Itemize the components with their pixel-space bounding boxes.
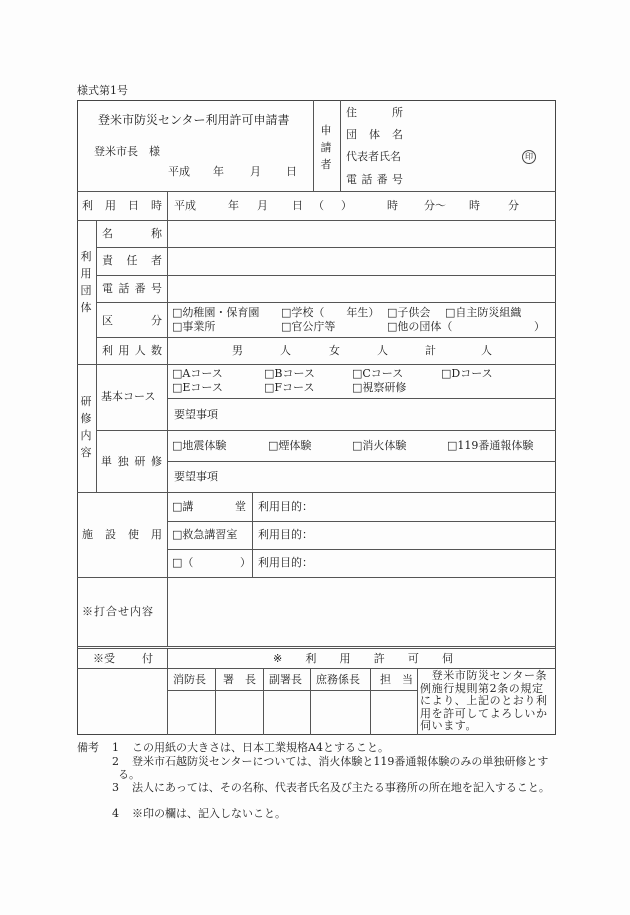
divider	[167, 398, 556, 399]
emergency-call-checkbox[interactable]: □119番通報体験	[447, 439, 534, 452]
reception-label-a: ※受	[93, 652, 115, 665]
usage-year-label: 年	[228, 199, 239, 212]
applicant-phone-label	[346, 173, 403, 186]
room-auditorium-checkbox[interactable]: □講	[172, 500, 194, 513]
usage-month-label: 月	[257, 199, 268, 212]
label-char: 数	[150, 344, 162, 357]
heading-char: 利	[305, 652, 317, 665]
label-char: 任	[126, 254, 138, 267]
label-char: 分	[151, 314, 162, 327]
label-char: 称	[151, 227, 162, 240]
label-char: 使	[128, 528, 139, 541]
single-request-label: 要望事項	[174, 470, 218, 483]
label-char: 研	[134, 455, 146, 468]
meeting-label: ※打合せ内容	[82, 605, 154, 618]
divider	[313, 100, 314, 191]
label-char: 電	[346, 173, 357, 186]
course-d-checkbox[interactable]: □Dコース	[441, 367, 493, 380]
group-count-label	[102, 344, 162, 357]
single-training-label	[101, 455, 162, 468]
addressee: 登米市長 様	[94, 145, 160, 158]
divider	[77, 648, 556, 649]
divider	[96, 364, 97, 492]
earthquake-checkbox[interactable]: □地震体験	[172, 439, 227, 452]
heading-char: ※	[273, 652, 283, 665]
label-char: 設	[105, 528, 116, 541]
category-other-close: ）	[534, 320, 545, 333]
divider	[310, 668, 311, 735]
approval-col-staff: 担 当	[380, 673, 413, 686]
usage-end-hour-label: 時	[469, 199, 480, 212]
label-char: 電	[102, 282, 113, 295]
applicant-group-label	[346, 128, 403, 141]
category-disaster-org-checkbox[interactable]: □自主防災組織	[445, 306, 522, 319]
reception-label-b: 付	[142, 652, 153, 665]
count-total-label: 計	[425, 344, 436, 357]
form-title: 登米市防災センター利用許可申請書	[98, 113, 290, 127]
remarks-label: 備考	[77, 741, 99, 754]
label-char: 修	[150, 455, 162, 468]
applicant-address-label	[346, 106, 403, 119]
label-char: 体	[369, 128, 380, 141]
usage-start-hour-label: 時	[387, 199, 398, 212]
usage-start-minute-label: 分～	[424, 199, 446, 212]
divider	[167, 521, 556, 522]
heading-char: 用	[339, 652, 351, 665]
heading-char: 可	[407, 652, 419, 665]
divider	[167, 549, 556, 550]
approval-col-general-affairs: 庶務係長	[316, 673, 360, 686]
room-auditorium-end: 堂	[235, 500, 246, 513]
count-male-unit: 人	[280, 344, 291, 357]
label-char: 号	[150, 282, 162, 295]
divider	[167, 690, 417, 691]
divider	[252, 492, 253, 577]
label-char: 住	[346, 106, 357, 119]
room-other-close: ）	[240, 556, 251, 569]
divider	[96, 337, 556, 338]
divider	[96, 220, 97, 364]
usage-weekday-close: ）	[341, 199, 352, 212]
usage-datetime-label	[82, 199, 162, 212]
label-char: 者	[151, 254, 162, 267]
divider	[77, 492, 556, 493]
remark-text: 法人にあっては、その名称、代表者氏名及び主たる事務所の所在地を記入すること。	[132, 781, 550, 794]
divider	[215, 668, 216, 735]
divider	[77, 577, 556, 578]
divider	[96, 275, 556, 276]
heading-char: 許	[373, 652, 385, 665]
remark-text: この用紙の大きさは、日本工業規格A4とすること。	[132, 741, 389, 754]
label-char: 区	[102, 314, 113, 327]
applicant-representative-label: 代表者氏名	[346, 150, 401, 163]
date-month-label: 月	[250, 165, 261, 178]
label-char: 施	[82, 528, 93, 541]
group-category-label	[102, 314, 162, 327]
applicant-label: 申請者	[320, 124, 332, 171]
usage-weekday-open: （	[313, 199, 324, 212]
training-section-label: 研修内容	[80, 395, 92, 459]
form-frame	[77, 100, 556, 735]
course-a-checkbox[interactable]: □Aコース	[172, 367, 223, 380]
label-char: 所	[392, 106, 403, 119]
approval-heading	[273, 652, 453, 665]
approval-col-chief: 消防長	[173, 673, 206, 686]
basic-request-label: 要望事項	[174, 408, 218, 421]
remark-num: 2	[112, 755, 119, 768]
divider	[167, 191, 168, 647]
divider	[167, 461, 556, 462]
course-b-checkbox[interactable]: □Bコース	[264, 367, 315, 380]
label-char: 独	[117, 455, 129, 468]
divider	[167, 648, 168, 735]
label-char: 番	[134, 282, 146, 295]
divider	[96, 430, 556, 431]
course-inspection-checkbox[interactable]: □視察研修	[352, 381, 407, 394]
label-char: 利	[82, 199, 93, 212]
label-char: 時	[151, 199, 162, 212]
basic-course-label: 基本コース	[101, 390, 156, 403]
label-char: 番	[376, 173, 388, 186]
label-char: 単	[101, 455, 112, 468]
approval-note: 登米市防災センター条例施行規則第2条の規定により、上記のとおり利用を許可してよろしいか伺います。	[420, 669, 548, 732]
count-male-label: 男	[232, 344, 243, 357]
label-char: 話	[361, 173, 373, 186]
group-section-label: 利用団体	[80, 250, 92, 314]
facility-label	[82, 528, 162, 541]
count-total-unit: 人	[481, 344, 492, 357]
divider	[77, 646, 556, 647]
category-other-checkbox[interactable]: □他の団体（	[387, 320, 453, 333]
label-char: 話	[118, 282, 130, 295]
remark-text: ※印の欄は、記入しないこと。	[132, 807, 286, 820]
course-e-checkbox[interactable]: □Eコース	[172, 381, 223, 394]
divider	[77, 364, 556, 365]
heading-char: 伺	[442, 652, 453, 665]
date-day-label: 日	[286, 165, 297, 178]
seal-icon: 印	[522, 150, 536, 164]
remark-num: 4	[112, 807, 119, 820]
divider	[96, 247, 556, 248]
room-other-checkbox[interactable]: □（	[172, 556, 194, 569]
purpose-label: 利用目的：	[258, 556, 313, 569]
divider	[417, 668, 418, 735]
label-char: 用	[151, 528, 162, 541]
group-phone-label	[102, 282, 162, 295]
purpose-label: 利用目的：	[258, 500, 313, 513]
usage-end-minute-label: 分	[508, 199, 519, 212]
label-char: 用	[118, 344, 130, 357]
smoke-checkbox[interactable]: □煙体験	[268, 439, 312, 452]
divider	[77, 220, 556, 221]
group-name-label	[102, 227, 162, 240]
usage-day-label: 日	[292, 199, 303, 212]
label-char: 人	[134, 344, 146, 357]
usage-era: 平成	[174, 199, 196, 212]
course-f-checkbox[interactable]: □Fコース	[264, 381, 315, 394]
divider	[96, 302, 556, 303]
divider	[340, 100, 341, 191]
remark-num: 3	[112, 781, 119, 794]
remark-num: 1	[112, 741, 119, 754]
divider	[263, 668, 264, 735]
label-char: 用	[105, 199, 116, 212]
date-year-label: 年	[213, 165, 224, 178]
category-school-checkbox[interactable]: □学校（ 年生）	[281, 306, 380, 319]
approval-col-station-head: 署 長	[223, 673, 256, 686]
count-female-unit: 人	[377, 344, 388, 357]
label-char: 責	[102, 254, 113, 267]
category-business-checkbox[interactable]: □事業所	[172, 320, 216, 333]
form-number: 様式第1号	[77, 84, 128, 97]
count-female-label: 女	[329, 344, 340, 357]
label-char: 名	[102, 227, 113, 240]
category-government-checkbox[interactable]: □官公庁等	[281, 320, 336, 333]
approval-col-deputy: 副署長	[269, 673, 302, 686]
label-char: 名	[392, 128, 403, 141]
label-char: 団	[346, 128, 357, 141]
label-char: 日	[128, 199, 139, 212]
fire-extinguish-checkbox[interactable]: □消火体験	[352, 439, 407, 452]
divider	[370, 668, 371, 735]
category-kids-club-checkbox[interactable]: □子供会	[387, 306, 431, 319]
label-char: 号	[391, 173, 403, 186]
course-c-checkbox[interactable]: □Cコース	[352, 367, 404, 380]
divider	[77, 191, 556, 192]
group-leader-label	[102, 254, 162, 267]
purpose-label: 利用目的：	[258, 528, 313, 541]
remark-text: 登米市石越防災センターについては、消火体験と119番通報体験のみの単独研修とする。	[118, 755, 549, 781]
date-era: 平成	[168, 165, 190, 178]
category-kindergarten-checkbox[interactable]: □幼稚園・保育園	[172, 306, 260, 319]
label-char: 利	[102, 344, 113, 357]
room-first-aid-checkbox[interactable]: □救急講習室	[172, 528, 238, 541]
